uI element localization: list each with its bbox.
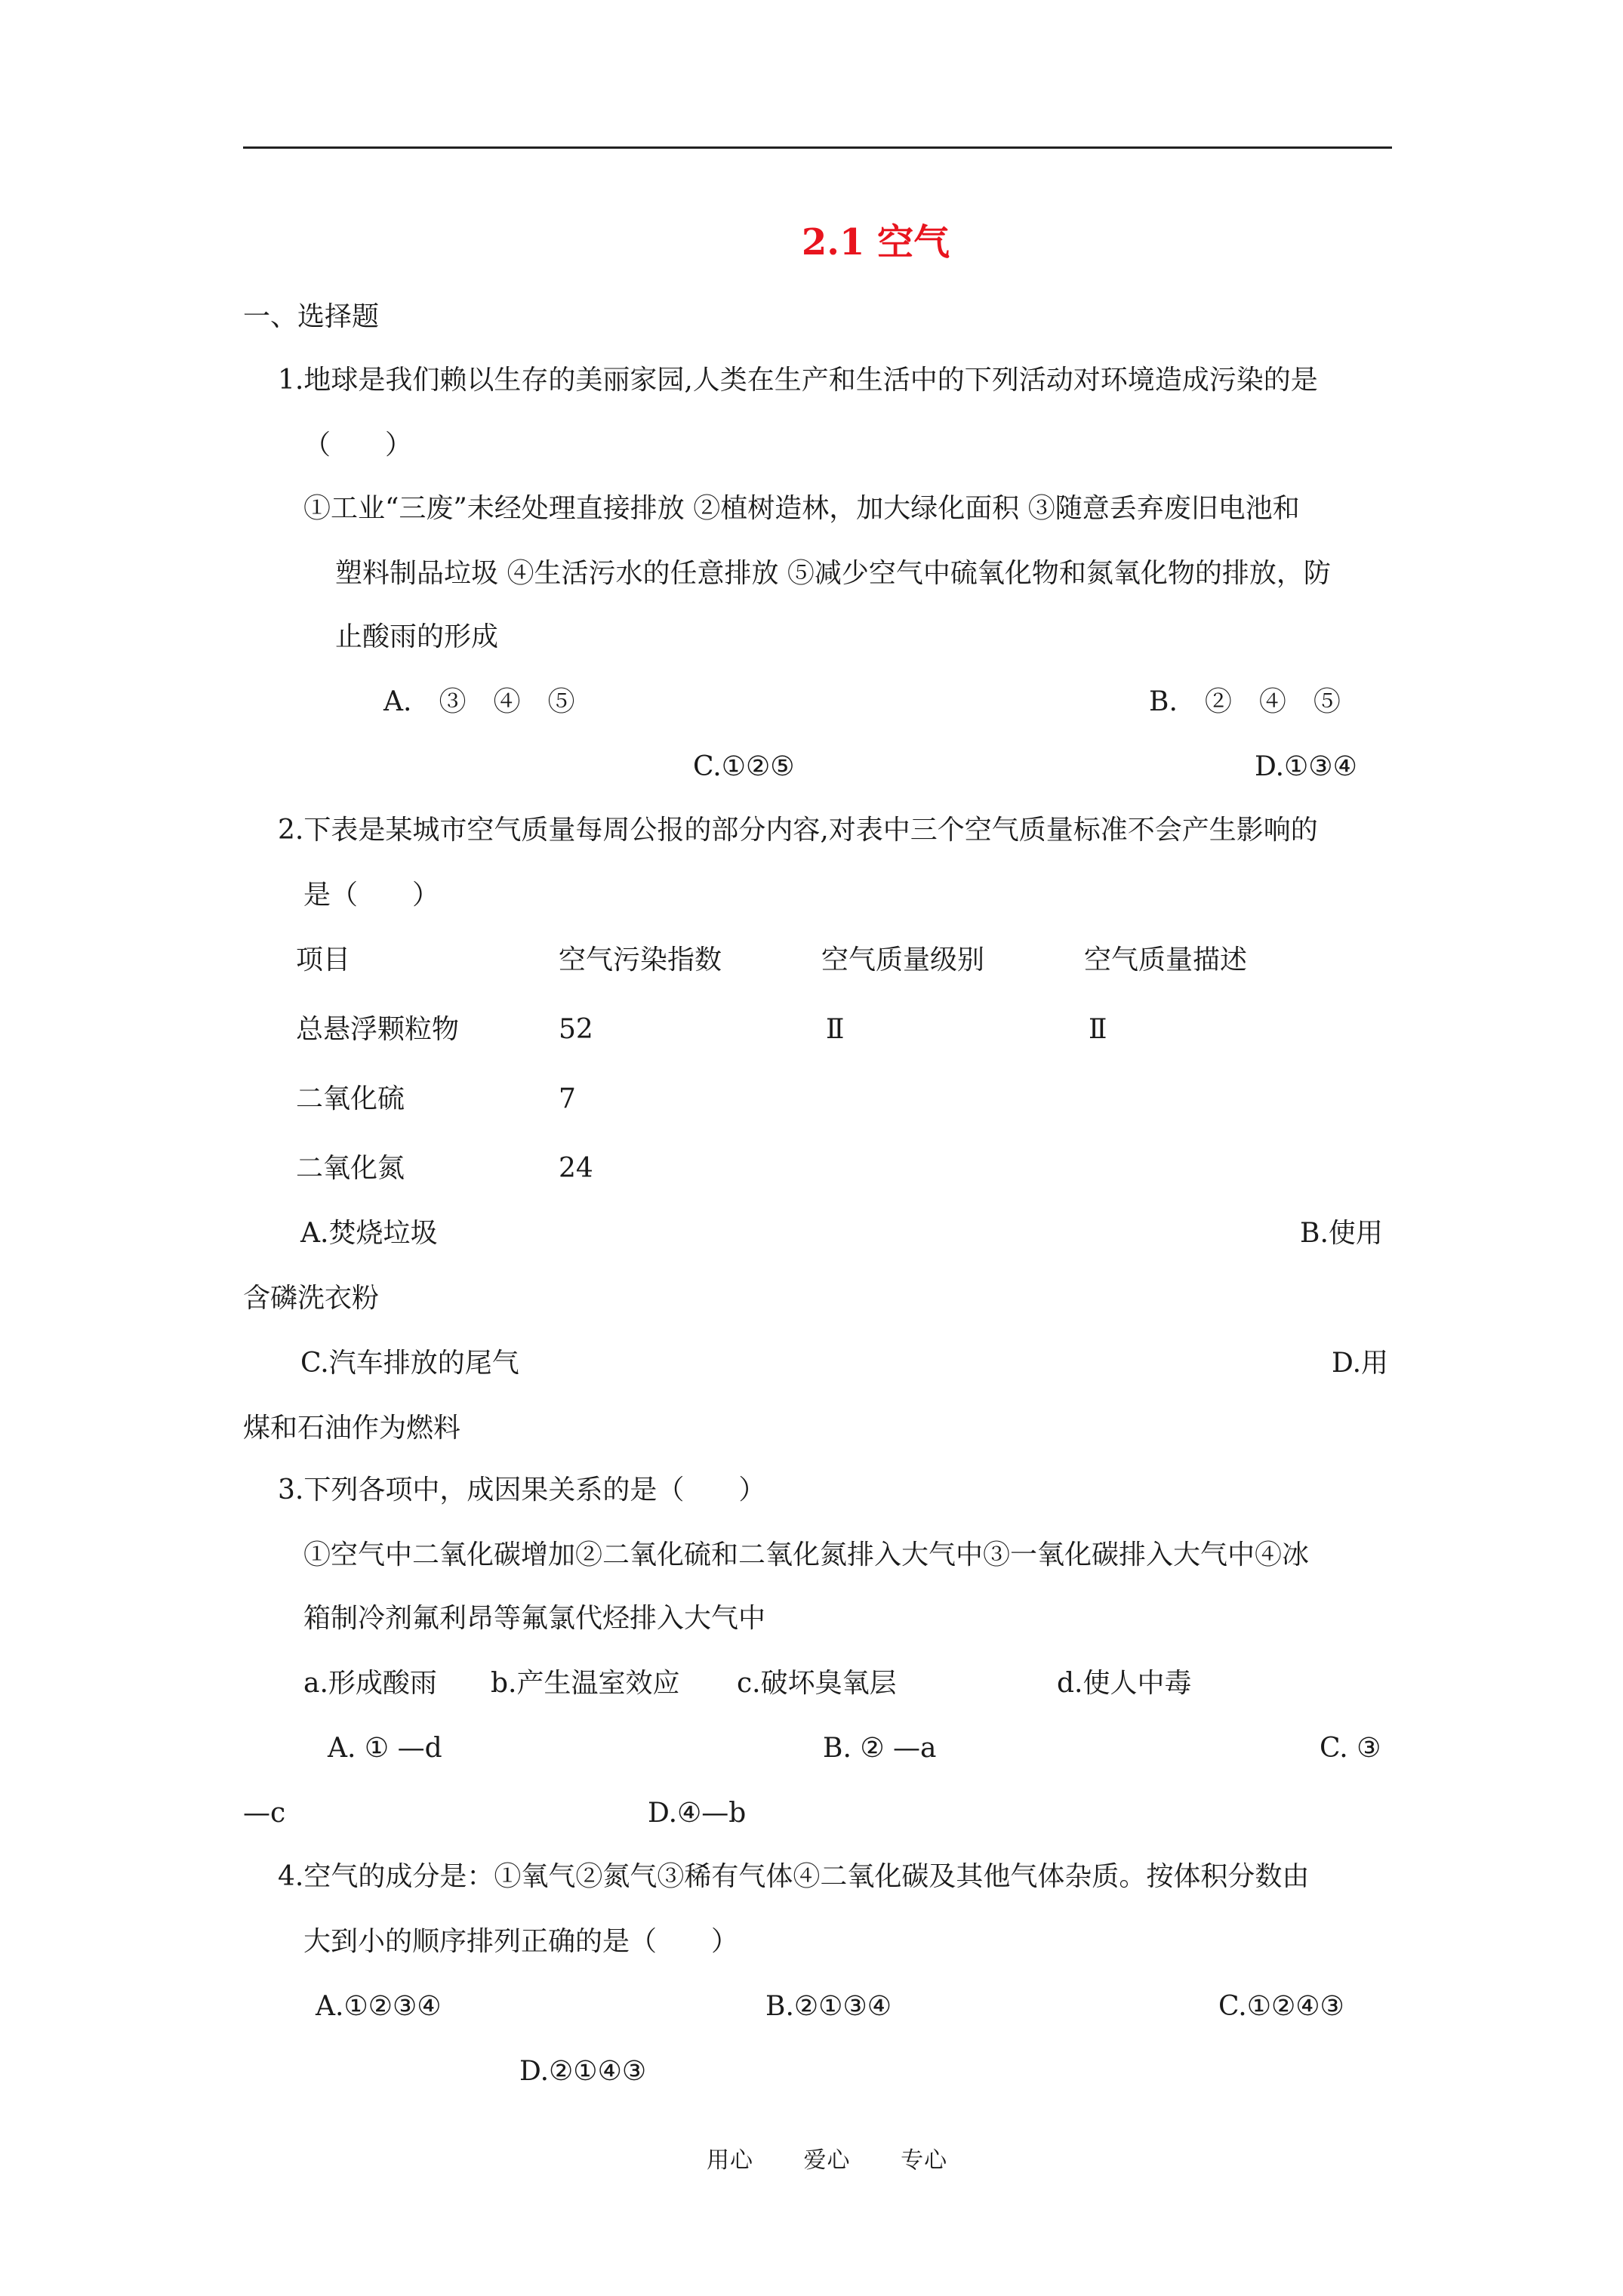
q2-option-d: D.用 [1332, 1348, 1389, 1379]
q3-option-c-cont: —c [243, 1798, 286, 1829]
table-cell: 总悬浮颗粒物 [296, 1014, 460, 1045]
q3-effect-d: d.使人中毒 [1057, 1668, 1192, 1699]
table-cell: 二氧化氮 [296, 1153, 405, 1184]
q4-stem-line2: 大到小的顺序排列正确的是（ ） [303, 1926, 739, 1957]
table-header-level: 空气质量级别 [821, 945, 985, 975]
q4-option-c: C.①②④③ [1218, 1991, 1344, 2022]
q4-option-b: B.②①③④ [765, 1991, 892, 2022]
footer-text: 用心 [707, 2147, 753, 2174]
page-footer [707, 2141, 990, 2174]
q1-items-line2: 塑料制品垃圾 ④生活污水的任意排放 ⑤减少空气中硫氧化物和氮氧化物的排放，防 [335, 558, 1331, 589]
table-cell: Ⅱ [826, 1014, 845, 1045]
table-cell: 二氧化硫 [296, 1083, 405, 1114]
table-cell: 52 [559, 1014, 593, 1045]
table-header-item: 项目 [296, 945, 351, 975]
q3-option-d: D.④—b [648, 1798, 747, 1829]
q2-option-b-cont: 含磷洗衣粉 [243, 1283, 380, 1314]
q3-stem: 3.下列各项中，成因果关系的是（ ） [278, 1475, 766, 1505]
q1-option-a: A. ③ ④ ⑤ [383, 686, 575, 717]
q1-items-line3: 止酸雨的形成 [335, 621, 499, 652]
section-heading: 一、选择题 [243, 301, 380, 332]
q3-effect-a: a.形成酸雨 [303, 1668, 437, 1699]
q3-effect-b: b.产生温室效应 [491, 1668, 680, 1699]
page-title: 2.1 空气 [801, 221, 950, 264]
table-header-desc: 空气质量描述 [1084, 945, 1248, 975]
q4-option-d: D.②①④③ [519, 2056, 647, 2087]
q3-option-a: A. ① —d [328, 1733, 442, 1764]
q3-items-line1: ①空气中二氧化碳增加②二氧化硫和二氧化氮排入大气中③一氧化碳排入大气中④冰 [303, 1539, 1310, 1570]
q2-stem-line2: 是（ ） [303, 880, 440, 911]
q1-option-b: B. ② ④ ⑤ [1149, 686, 1341, 717]
q1-items-line1: ①工业“三废”未经处理直接排放 ②植树造林，加大绿化面积 ③随意丢弃废旧电池和 [303, 493, 1300, 524]
q2-option-b: B.使用 [1300, 1218, 1383, 1249]
q2-option-c: C.汽车排放的尾气 [300, 1348, 519, 1379]
footer-text: 专心 [901, 2147, 948, 2174]
q4-option-a: A.①②③④ [316, 1991, 442, 2022]
q1-option-c: C.①②⑤ [693, 751, 795, 782]
q3-effect-c: c.破坏臭氧层 [737, 1668, 897, 1699]
table-cell: 7 [559, 1083, 576, 1114]
q3-items-line2: 箱制冷剂氟利昂等氟氯代烃排入大气中 [303, 1603, 766, 1634]
q1-stem-line1: 1.地球是我们赖以生存的美丽家园,人类在生产和生活中的下列活动对环境造成污染的是 [278, 365, 1318, 396]
table-cell: 24 [559, 1153, 593, 1184]
q2-option-a: A.焚烧垃圾 [300, 1218, 438, 1249]
q3-option-b: B. ② —a [823, 1733, 937, 1764]
table-cell: Ⅱ [1089, 1014, 1107, 1045]
q2-stem-line1: 2.下表是某城市空气质量每周公报的部分内容,对表中三个空气质量标准不会产生影响的 [278, 815, 1318, 846]
footer-text: 爱心 [803, 2147, 851, 2174]
q1-stem-line2: （ ） [303, 430, 413, 461]
q1-option-d: D.①③④ [1255, 751, 1357, 782]
q3-option-c: C. ③ [1320, 1733, 1381, 1764]
header-rule [243, 146, 1392, 149]
q2-option-d-cont: 煤和石油作为燃料 [243, 1413, 461, 1444]
table-header-index: 空气污染指数 [559, 945, 722, 975]
q4-stem-line1: 4.空气的成分是：①氧气②氮气③稀有气体④二氧化碳及其他气体杂质。按体积分数由 [278, 1861, 1310, 1892]
